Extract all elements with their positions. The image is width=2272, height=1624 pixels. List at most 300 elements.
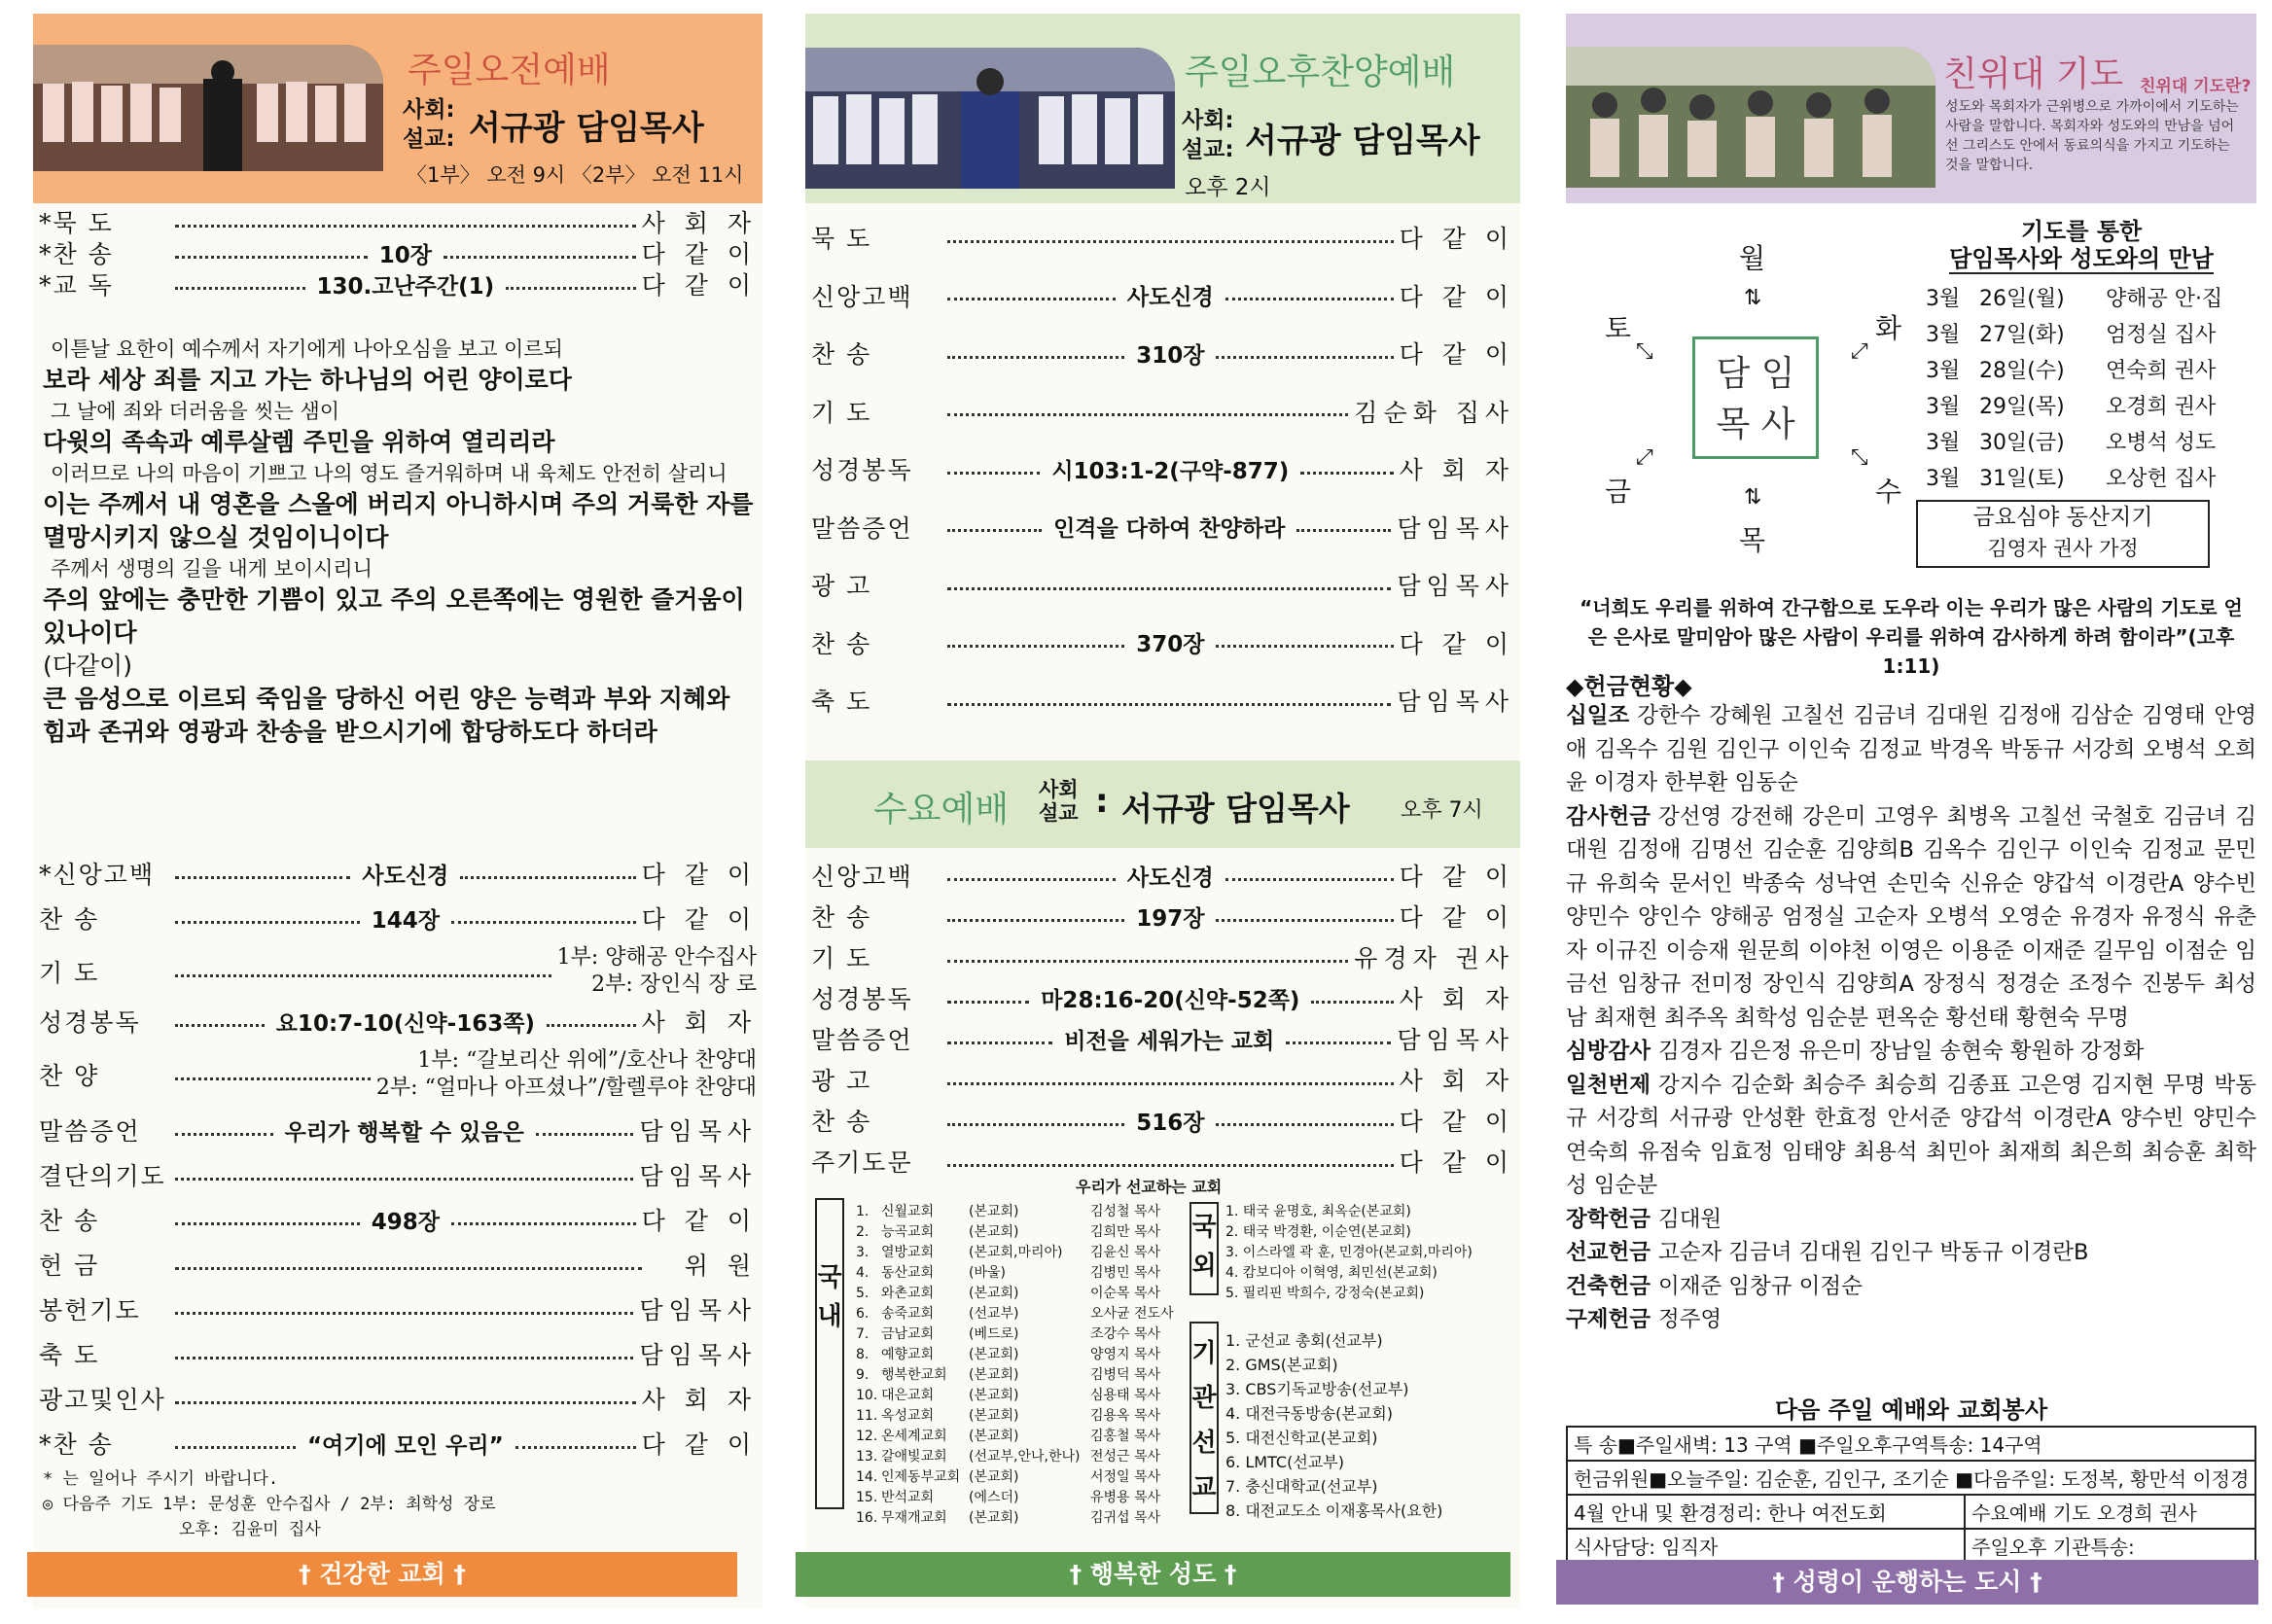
- schedule-cell: 오상헌 집사: [2106, 467, 2217, 491]
- domestic-mission-item: [856, 1365, 1225, 1386]
- order-row: [805, 1144, 1520, 1179]
- order-label: 찬 송: [811, 629, 872, 658]
- leader-dots: [175, 876, 350, 879]
- offering-names: 강선영 강전해 강은미 고영우 최병옥 고칠선 국철호 김금녀 김대원 김정애 김명선 김순훈 김양희B 김옥수 김인구 이인숙 김정교 문민규 유희숙 문서인 박종숙 성낙연 손민숙 신유순 양갑석 이경란A 양수빈 양민수 양인수 양해공 엄정실 고순자 오병석 오영순 유경자 유정식 유춘자 이규진 이승재 원문희 이야천 이영은 이용준 이재준 길무임 이점순 임금선 임창규 전미정 장인식 김양희A 장정식 정경순 조정수 진봉두 최성남 최재현 최주옥 최학성 임순분 편옥순 황선태 황현숙 무명: [1566, 803, 2256, 1031]
- order-leader: 담임목사: [1397, 513, 1514, 543]
- order-content: 144장: [371, 907, 440, 934]
- order-row: [33, 1381, 763, 1416]
- leader-dots: [451, 921, 636, 924]
- order-leader: 다 같 이: [641, 861, 758, 889]
- next-prayer-note: ◎ 다음주 기도 1부: 문성훈 안수집사 / 2부: 최학성 장로: [43, 1495, 496, 1514]
- arrow-sat: ⤡: [1636, 339, 1653, 364]
- meet-title: 기도를 통한 담임목사와 성도와의 만남: [1949, 218, 2214, 272]
- schedule-cell: 3월: [1926, 359, 1961, 383]
- leader-dots: [547, 1024, 636, 1027]
- domestic-mission-item: [856, 1243, 1225, 1263]
- order-content: 370장: [1136, 632, 1205, 657]
- domestic-mission-item: [856, 1345, 1225, 1365]
- reading-line: 보라 세상 죄를 지고 가는 하나님의 어린 양이로다: [43, 366, 572, 394]
- order-leader: 담임목사: [639, 1117, 757, 1146]
- offering-names: 고순자 김금녀 김대원 김인구 박동규 이경란B: [1657, 1240, 2089, 1265]
- order-leader: 다 같 이: [1399, 340, 1514, 369]
- mission-cell: 김용옥 목사: [1090, 1408, 1161, 1424]
- day-tue: 화: [1875, 312, 1902, 344]
- order-content: 197장: [1136, 905, 1205, 932]
- schedule-cell: 30일(금): [1979, 431, 2065, 455]
- arrow-fri: ⤢: [1636, 445, 1653, 470]
- mission-cell: 15.: [856, 1490, 878, 1505]
- domestic-mission-item: [856, 1427, 1225, 1447]
- order-row: [805, 858, 1520, 893]
- order-label: *찬 송: [39, 240, 114, 268]
- mission-cell: 14.: [856, 1469, 878, 1485]
- reading-line: 주의 앞에는 충만한 기쁨이 있고 주의 오른쪽에는 영원한 즐거움이 있나이다: [43, 585, 745, 647]
- order-content: 130.고난주간(1): [316, 273, 495, 300]
- leader-dots: [175, 974, 551, 977]
- order-row: [33, 945, 763, 998]
- offering-names: 강지수 김순화 최승주 최승희 김종표 고은영 김지현 무명 박동규 서강희 서규광 안성환 한효정 안서준 양갑석 이경란A 양수빈 양민수 연숙희 유점숙 임효정 임태양 최용석 최민아 최재희 최은희 최승훈 최학성 임순분: [1566, 1072, 2256, 1198]
- offering-names: 정주영: [1657, 1307, 1722, 1332]
- schedule-row: [1926, 389, 2242, 425]
- order-content: 516장: [1136, 1110, 1205, 1136]
- friday-box: 금요심야 동산지기 김영자 권사 가정: [1916, 500, 2210, 568]
- domestic-mission-item: [856, 1304, 1225, 1324]
- order-leader: 다 같 이: [1399, 225, 1514, 253]
- domestic-mission-item: [856, 1447, 1225, 1467]
- order-leader: 담임목사: [1397, 688, 1514, 716]
- order-row: [805, 939, 1520, 974]
- order-row: [805, 451, 1520, 486]
- orgs-mission-item: 8. 대전교도소 이재홍목사(요한): [1225, 1501, 1443, 1520]
- mission-cell: 심용태 목사: [1090, 1388, 1161, 1403]
- service-afternoon-song: 주일오후 기관특송:: [1965, 1529, 2255, 1563]
- leader-dots: [1300, 472, 1393, 475]
- offering-item: [1566, 1069, 2256, 1203]
- order-content: 시103:1-2(구약-877): [1051, 458, 1290, 484]
- offering-kind: 감사헌금: [1566, 803, 1651, 830]
- offering-item: [1566, 1270, 2256, 1304]
- service-special-song: 특 송■주일새벽: 13 구역 ■주일오후구역특송: 14구역: [1567, 1427, 2255, 1461]
- worship-photo: [805, 48, 1175, 189]
- foreign-mission-item: 2. 태국 박경환, 이순연(본교회): [1225, 1224, 1411, 1240]
- leader-dots: [175, 1357, 633, 1359]
- service-meal: 식사담당: 임직자: [1567, 1529, 1965, 1563]
- order-label: 묵 도: [811, 225, 872, 253]
- order-label: 기 도: [811, 398, 872, 427]
- schedule-row: [1926, 461, 2242, 497]
- domestic-mission-item: [856, 1467, 1225, 1488]
- order-label: *묵 도: [39, 209, 114, 237]
- reading-line: 큰 음성으로 이르되 죽임을 당하신 어린 양은 능력과 부와 지혜와 힘과 존귀와 영광과 찬송을 받으시기에 합당하도다 하더라: [43, 685, 730, 746]
- offering-kind: 일천번제: [1566, 1072, 1651, 1098]
- prayer-photo: [1566, 47, 1935, 188]
- order-leader: 다 같 이: [641, 271, 758, 300]
- leader-dots: [1216, 356, 1393, 359]
- mission-cell: 와촌교회: [881, 1286, 935, 1301]
- leader-dots: [947, 529, 1042, 532]
- schedule-cell: 31일(토): [1979, 467, 2065, 491]
- order-row: [33, 1004, 763, 1039]
- leader-dots: [947, 703, 1391, 706]
- bible-verse: “너희도 우리를 위하여 간구함으로 도우라 이는 우리가 많은 사람의 기도로 얻은 은사로 말미암아 많은 사람이 우리를 위하여 감사하게 하려 함이라”(고후1:11): [1580, 596, 2243, 678]
- host-preach-labels: 사회: 설교:: [403, 97, 455, 152]
- order-leader: 사 회 자: [1399, 1067, 1514, 1095]
- order-label: 축 도: [39, 1341, 100, 1369]
- wednesday-labels: 사회 설교: [1039, 778, 1079, 825]
- order-row: [805, 510, 1520, 545]
- reading-line: (다같이): [43, 652, 132, 680]
- offering-names: 이재준 임창규 이점순: [1657, 1273, 1863, 1299]
- order-row: [805, 625, 1520, 660]
- leader-dots: [460, 876, 635, 879]
- leader-dots: [1216, 919, 1393, 922]
- mission-cell: (본교회): [969, 1429, 1019, 1444]
- leader-dots: [515, 1446, 636, 1449]
- schedule-cell: 3월: [1926, 287, 1961, 311]
- afternoon-service-panel: [805, 14, 1520, 1608]
- order-row: [805, 1062, 1520, 1097]
- arrow-up: ⇅: [1744, 286, 1762, 310]
- domestic-mission-item: [856, 1222, 1225, 1243]
- leader-dots: [1225, 878, 1394, 881]
- order-leader: 담임목사: [1397, 572, 1514, 600]
- morning-header: [33, 14, 763, 203]
- leader-dots: [175, 256, 368, 259]
- order-label: *찬 송: [39, 1430, 114, 1459]
- mission-cell: 열방교회: [881, 1245, 935, 1260]
- mission-cell: 송죽교회: [881, 1306, 935, 1322]
- orgs-mission-item: 2. GMS(본교회): [1225, 1356, 1338, 1374]
- leader-dots: [947, 1123, 1124, 1126]
- mission-cell: (본교회,마리아): [969, 1245, 1063, 1260]
- order-leaders: [557, 944, 763, 999]
- leader-dots: [451, 1222, 636, 1225]
- wednesday-colon: :: [1095, 782, 1109, 821]
- mission-cell: 3.: [856, 1245, 870, 1260]
- choir-photo: [33, 45, 383, 171]
- mission-cell: 서정일 목사: [1090, 1469, 1161, 1485]
- mission-cell: 금남교회: [881, 1326, 935, 1342]
- morning-service-panel: [33, 14, 763, 1608]
- offering-list: [1566, 699, 2256, 1337]
- order-label: 기 도: [39, 959, 100, 987]
- foreign-label: 국외: [1189, 1202, 1219, 1295]
- domestic-missions: [856, 1202, 1225, 1529]
- foreign-missions: [1225, 1202, 1473, 1304]
- order-row: [33, 1202, 763, 1237]
- schedule-cell: 26일(월): [1979, 287, 2065, 311]
- org-label: 기관선교: [1189, 1322, 1219, 1514]
- prayer-diagram: [1566, 228, 1902, 558]
- mission-cell: (본교회): [969, 1388, 1019, 1403]
- leader-dots: [175, 287, 305, 290]
- leader-dots: [175, 1267, 642, 1270]
- mission-cell: 동산교회: [881, 1265, 935, 1281]
- order-row: [33, 235, 763, 270]
- offering-kind: 십일조: [1566, 703, 1630, 728]
- schedule-cell: 엄정실 집사: [2106, 323, 2217, 347]
- mission-cell: (본교회): [969, 1347, 1019, 1362]
- order-label: 찬 송: [811, 1108, 872, 1136]
- leader-second: 2부: 장인식 장 로: [591, 972, 757, 997]
- domestic-mission-item: [856, 1386, 1225, 1406]
- mission-cell: 2.: [856, 1224, 870, 1240]
- leader-dots: [1216, 645, 1393, 648]
- domestic-mission-item: [856, 1324, 1225, 1345]
- leader-dots: [947, 919, 1124, 922]
- order-leader: 사 회 자: [641, 1008, 758, 1037]
- leader-dots: [175, 1312, 633, 1315]
- order-leader: 다 같 이: [641, 1430, 758, 1459]
- order-row: [805, 1103, 1520, 1138]
- order-leader: 다 같 이: [1399, 1148, 1514, 1177]
- order-label: 기 도: [811, 944, 872, 972]
- mission-cell: (본교회): [969, 1510, 1019, 1526]
- order-content: “여기에 모인 우리”: [306, 1432, 504, 1459]
- order-label: 찬 송: [39, 1207, 100, 1235]
- prayer-question: 친위대 기도란?: [2140, 77, 2252, 96]
- domestic-mission-item: [856, 1488, 1225, 1508]
- order-label: 말씀증언: [811, 513, 913, 543]
- order-content: 마28:16-20(신약-52쪽): [1041, 987, 1300, 1013]
- orgs-mission-item: 5. 대전신학교(본교회): [1225, 1429, 1378, 1447]
- leader-dots: [1311, 1001, 1393, 1004]
- leader-dots: [1216, 1123, 1393, 1126]
- offering-kind: 건축헌금: [1566, 1273, 1651, 1299]
- order-content: 비전을 세워가는 교회: [1064, 1028, 1275, 1054]
- order-label: 말씀증언: [39, 1117, 141, 1146]
- foreign-mission-item: 5. 필리핀 박희수, 강정숙(본교회): [1225, 1286, 1425, 1301]
- day-sat: 토: [1605, 312, 1632, 344]
- leader-dots: [947, 298, 1116, 300]
- schedule-row: [1926, 425, 2242, 461]
- afternoon-footer: † 행복한 성도 †: [796, 1552, 1510, 1597]
- offering-names: 김대원: [1657, 1206, 1722, 1232]
- order-label: 주기도문: [811, 1148, 913, 1177]
- mission-cell: (본교회): [969, 1367, 1019, 1383]
- order-label: 신앙고백: [811, 282, 913, 311]
- afternoon-labels: 사회: 설교:: [1182, 108, 1234, 162]
- order-label: 찬 양: [39, 1062, 100, 1090]
- wednesday-time: 오후 7시: [1401, 798, 1483, 823]
- order-label: 광 고: [811, 1067, 872, 1095]
- day-thu: 목: [1739, 524, 1766, 556]
- domestic-label: 국내: [815, 1198, 844, 1509]
- orgs-mission-item: 3. CBS기독교방송(선교부): [1225, 1380, 1409, 1398]
- order-label: 찬 송: [39, 905, 100, 934]
- mission-cell: 10.: [856, 1388, 878, 1403]
- wednesday-title: 수요예배: [873, 790, 1010, 830]
- leader-dots: [1286, 1041, 1391, 1044]
- schedule-cell: 3월: [1926, 467, 1961, 491]
- order-label: 광 고: [811, 572, 872, 600]
- mission-cell: 김성철 목사: [1090, 1204, 1161, 1219]
- schedule-row: [1926, 317, 2242, 353]
- leader-dots: [175, 1024, 265, 1027]
- mission-cell: 5.: [856, 1286, 870, 1301]
- mission-cell: 김귀섭 목사: [1090, 1510, 1161, 1526]
- service-title: 다음 주일 예배와 교회봉사: [1774, 1396, 2048, 1424]
- order-leader: 유경자 권사: [1354, 944, 1514, 972]
- mission-title: 우리가 선교하는 교회: [1076, 1178, 1223, 1196]
- leader-dots: [947, 413, 1348, 416]
- leader-dots: [175, 1222, 360, 1225]
- schedule-cell: 3월: [1926, 323, 1961, 347]
- schedule-cell: 3월: [1926, 431, 1961, 455]
- mission-cell: 8.: [856, 1347, 870, 1362]
- wednesday-header: [805, 760, 1520, 848]
- arrow-tue: ⤢: [1851, 339, 1868, 364]
- mission-cell: 양영지 목사: [1090, 1347, 1161, 1362]
- orgs-mission-item: 7. 충신대학교(선교부): [1225, 1477, 1378, 1496]
- offering-title: ◆헌금현황◆: [1566, 673, 1692, 700]
- prayer-header: [1566, 14, 2256, 203]
- offering-kind: 구제헌금: [1566, 1307, 1651, 1332]
- order-content: 요10:7-10(신약-163쪽): [275, 1010, 535, 1037]
- order-row: [33, 1247, 763, 1282]
- morning-pastor: 서규광 담임목사: [469, 109, 704, 148]
- leader-second: 2부: “얼마나 아프셨나”/할렐루야 찬양대: [375, 1076, 757, 1100]
- mission-cell: (선교부): [969, 1306, 1019, 1322]
- schedule-cell: 연숙희 권사: [2106, 359, 2217, 383]
- order-content: 10장: [378, 242, 432, 268]
- mission-cell: (본교회): [969, 1408, 1019, 1424]
- schedule-cell: 오병석 성도: [2106, 431, 2217, 455]
- schedule-cell: 28일(수): [1979, 359, 2065, 383]
- orgs-mission-item: 6. LMTC(선교부): [1225, 1453, 1344, 1471]
- order-row: [33, 856, 763, 891]
- org-missions: [1225, 1328, 1442, 1523]
- offering-item: [1566, 1035, 2256, 1069]
- order-leader: 다 같 이: [1399, 629, 1514, 658]
- order-label: 축 도: [811, 688, 872, 716]
- morning-footer: † 건강한 교회 †: [27, 1552, 737, 1597]
- leader-dots: [947, 356, 1124, 359]
- leader-dots: [175, 1401, 636, 1404]
- order-leader: 담임목사: [639, 1162, 757, 1190]
- leader-dots: [175, 1077, 371, 1080]
- afternoon-header: [805, 14, 1520, 203]
- mission-cell: 반석교회: [881, 1490, 935, 1505]
- order-leader: 다 같 이: [1399, 282, 1515, 311]
- schedule-row: [1926, 353, 2242, 389]
- leader-dots: [1296, 529, 1391, 532]
- mission-cell: 옥성교회: [881, 1408, 935, 1424]
- leader-dots: [947, 1041, 1052, 1044]
- mission-cell: (선교부,안나,한나): [969, 1449, 1081, 1465]
- leader-dots: [947, 472, 1040, 475]
- order-row: [33, 1157, 763, 1192]
- prayer-offering-panel: [1566, 14, 2256, 1608]
- schedule-cell: 27일(화): [1979, 323, 2065, 347]
- standing-note: * 는 일어나 주시기 바랍니다.: [43, 1469, 279, 1489]
- leader-dots: [947, 1082, 1394, 1085]
- order-leader: 담임목사: [1397, 1026, 1514, 1054]
- order-leader: 담임목사: [639, 1341, 757, 1369]
- order-label: 결단의기도: [39, 1162, 166, 1190]
- order-row: [805, 899, 1520, 934]
- afternoon-pastor: 서규광 담임목사: [1245, 122, 1480, 160]
- order-label: 성경봉독: [811, 456, 913, 484]
- prayer-footer: † 성령이 운행하는 도시 †: [1556, 1560, 2258, 1605]
- order-label: 성경봉독: [811, 985, 913, 1013]
- order-content: 사도신경: [1126, 865, 1214, 891]
- order-row: [33, 1291, 763, 1326]
- arrow-down: ⇅: [1744, 485, 1762, 510]
- order-label: 성경봉독: [39, 1008, 141, 1037]
- leader-dots: [444, 256, 636, 259]
- reading-line: 주께서 생명의 길을 내게 보이시리니: [51, 557, 373, 581]
- mission-cell: (바울): [969, 1265, 1006, 1281]
- order-row: [33, 1336, 763, 1371]
- order-leader: 다 같 이: [641, 240, 757, 268]
- schedule-cell: 오경희 권사: [2106, 395, 2217, 419]
- mission-cell: (본교회): [969, 1204, 1019, 1219]
- order-row: [33, 204, 763, 239]
- order-row: [33, 1426, 763, 1461]
- mission-cell: 김홍철 목사: [1090, 1429, 1161, 1444]
- order-label: 광고및인사: [39, 1386, 166, 1414]
- responsive-reading: [43, 335, 755, 749]
- foreign-mission-item: 1. 태국 윤명호, 최옥순(본교회): [1225, 1204, 1411, 1219]
- domestic-mission-item: [856, 1406, 1225, 1427]
- offering-item: [1566, 1236, 2256, 1270]
- mission-cell: (본교회): [969, 1469, 1019, 1485]
- order-row: [33, 900, 763, 936]
- mission-cell: 신월교회: [881, 1204, 935, 1219]
- foreign-mission-item: 3. 이스라엘 곽 훈, 민경아(본교회,마리아): [1225, 1245, 1473, 1260]
- orgs-mission-item: 4. 대전극동방송(본교회): [1225, 1404, 1393, 1423]
- order-row: [805, 1021, 1520, 1056]
- schedule-cell: 3월: [1926, 395, 1961, 419]
- order-leader: 다 같 이: [641, 905, 757, 934]
- mission-cell: 조강수 목사: [1090, 1326, 1161, 1342]
- offering-item: [1566, 699, 2256, 800]
- order-content: 사도신경: [1126, 285, 1214, 310]
- leader-dots: [175, 1446, 296, 1449]
- domestic-mission-item: [856, 1284, 1225, 1304]
- mission-cell: 7.: [856, 1326, 870, 1342]
- mission-cell: (베드로): [969, 1326, 1019, 1342]
- reading-line: 이튿날 요한이 예수께서 자기에게 나아오심을 보고 이르되: [51, 337, 563, 361]
- mission-cell: 김윤신 목사: [1090, 1245, 1161, 1260]
- order-row: [805, 683, 1520, 718]
- leader-dots: [175, 1133, 273, 1136]
- order-leader: 다 같 이: [1399, 903, 1514, 932]
- leader-dots: [536, 1133, 634, 1136]
- next-prayer-afternoon: 오후: 김윤미 집사: [179, 1520, 321, 1539]
- order-label: 찬 송: [811, 340, 872, 369]
- mission-cell: 오사균 전도사: [1090, 1306, 1174, 1322]
- afternoon-title: 주일오후찬양예배: [1185, 53, 1456, 92]
- order-row: [805, 278, 1520, 313]
- order-row: [33, 266, 763, 301]
- domestic-mission-item: [856, 1508, 1225, 1529]
- reading-line: 이는 주께서 내 영혼을 스올에 버리지 아니하시며 주의 거룩한 자를 멸망시키지 않으실 것임이니이다: [43, 490, 754, 551]
- order-label: 신앙고백: [811, 863, 913, 891]
- mission-cell: 행복한교회: [881, 1367, 947, 1383]
- pastor-box: 담 임 목 사: [1692, 336, 1819, 459]
- leader-dots: [947, 587, 1391, 590]
- leader-dots: [947, 1164, 1394, 1167]
- order-label: 봉헌기도: [39, 1296, 141, 1324]
- leader-dots: [947, 878, 1116, 881]
- leader-first: 1부: 양해공 안수집사: [556, 945, 757, 970]
- leader-dots: [947, 240, 1394, 243]
- mission-cell: 인제동부교회: [881, 1469, 961, 1485]
- offering-kind: 선교헌금: [1566, 1240, 1651, 1265]
- order-content: 사도신경: [362, 863, 449, 889]
